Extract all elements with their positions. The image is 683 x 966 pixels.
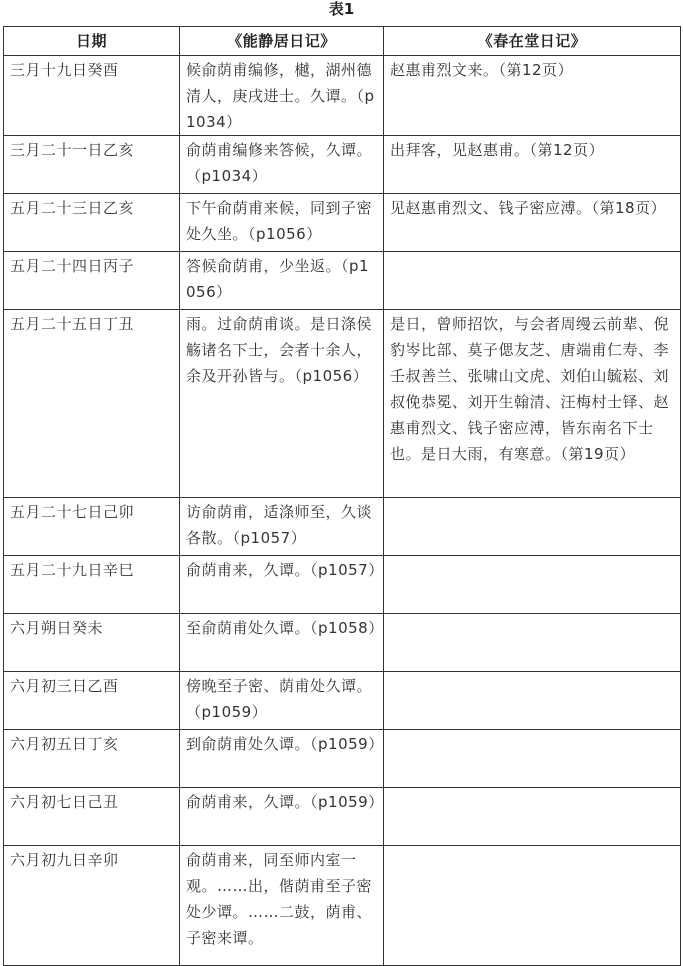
date-cell: 六月初五日丁亥 <box>4 730 180 788</box>
date-cell: 三月二十一日乙亥 <box>4 136 180 194</box>
date-cell: 五月二十四日丙子 <box>4 252 180 310</box>
header-chunzai-diary: 《春在堂日记》 <box>384 27 681 56</box>
nengjing-cell: 雨。过俞荫甫谈。是日涤侯觞诸名下士，会者十余人，余及开孙皆与。（p1056） <box>180 310 384 498</box>
diary-comparison-table <box>3 26 681 966</box>
nengjing-cell: 至俞荫甫处久谭。（p1058） <box>180 614 384 672</box>
nengjing-cell: 候俞荫甫编修，樾，湖州德清人，庚戌进士。久谭。（p1034） <box>180 56 384 136</box>
nengjing-cell: 下午俞荫甫来候，同到子密处久坐。（p1056） <box>180 194 384 252</box>
table-caption: 表1 <box>328 0 355 18</box>
table-row <box>4 310 681 498</box>
chunzai-cell <box>384 846 681 966</box>
chunzai-cell <box>384 498 681 556</box>
chunzai-cell: 出拜客，见赵惠甫。（第12页） <box>384 136 681 194</box>
date-cell: 五月二十五日丁丑 <box>4 310 180 498</box>
chunzai-cell <box>384 672 681 730</box>
table-row <box>4 614 681 672</box>
nengjing-cell: 俞荫甫来，久谭。（p1059） <box>180 788 384 846</box>
chunzai-cell <box>384 730 681 788</box>
table-row <box>4 136 681 194</box>
date-cell: 五月二十七日己卯 <box>4 498 180 556</box>
table-header-row <box>4 27 681 56</box>
chunzai-cell <box>384 252 681 310</box>
table-row <box>4 556 681 614</box>
table-row <box>4 730 681 788</box>
date-cell: 六月朔日癸未 <box>4 614 180 672</box>
nengjing-cell: 俞荫甫来，久谭。（p1057） <box>180 556 384 614</box>
date-cell: 五月二十九日辛巳 <box>4 556 180 614</box>
table-row <box>4 788 681 846</box>
date-cell: 三月十九日癸酉 <box>4 56 180 136</box>
table-row <box>4 846 681 966</box>
chunzai-cell <box>384 788 681 846</box>
date-cell: 六月初九日辛卯 <box>4 846 180 966</box>
nengjing-cell: 俞荫甫编修来答候，久谭。（p1034） <box>180 136 384 194</box>
nengjing-cell: 傍晚至子密、荫甫处久谭。（p1059） <box>180 672 384 730</box>
table-row <box>4 56 681 136</box>
header-date: 日期 <box>4 27 180 56</box>
table-row <box>4 194 681 252</box>
chunzai-cell <box>384 556 681 614</box>
date-cell: 六月初七日己丑 <box>4 788 180 846</box>
table-row <box>4 252 681 310</box>
chunzai-cell <box>384 614 681 672</box>
nengjing-cell: 答候俞荫甫，少坐返。（p1056） <box>180 252 384 310</box>
table-row <box>4 498 681 556</box>
nengjing-cell: 访俞荫甫，适涤师至，久谈各散。（p1057） <box>180 498 384 556</box>
header-nengjing-diary: 《能静居日记》 <box>180 27 384 56</box>
nengjing-cell: 到俞荫甫处久谭。（p1059） <box>180 730 384 788</box>
chunzai-cell: 是日，曾师招饮，与会者周缦云前辈、倪豹岑比部、莫子偲友芝、唐端甫仁寿、李壬叔善兰、张啸山文虎、刘伯山毓崧、刘叔俛恭冕、刘开生翰清、汪梅村士铎、赵惠甫烈文、钱子密应溥，皆东南名下士也。是日大雨，有寒意。（第19页） <box>384 310 681 498</box>
chunzai-cell: 见赵惠甫烈文、钱子密应溥。（第18页） <box>384 194 681 252</box>
date-cell: 六月初三日乙酉 <box>4 672 180 730</box>
chunzai-cell: 赵惠甫烈文来。（第12页） <box>384 56 681 136</box>
date-cell: 五月二十三日乙亥 <box>4 194 180 252</box>
table-row <box>4 672 681 730</box>
nengjing-cell: 俞荫甫来，同至师内室一观。……出，偕荫甫至子密处少谭。……二鼓，荫甫、子密来谭。 <box>180 846 384 966</box>
